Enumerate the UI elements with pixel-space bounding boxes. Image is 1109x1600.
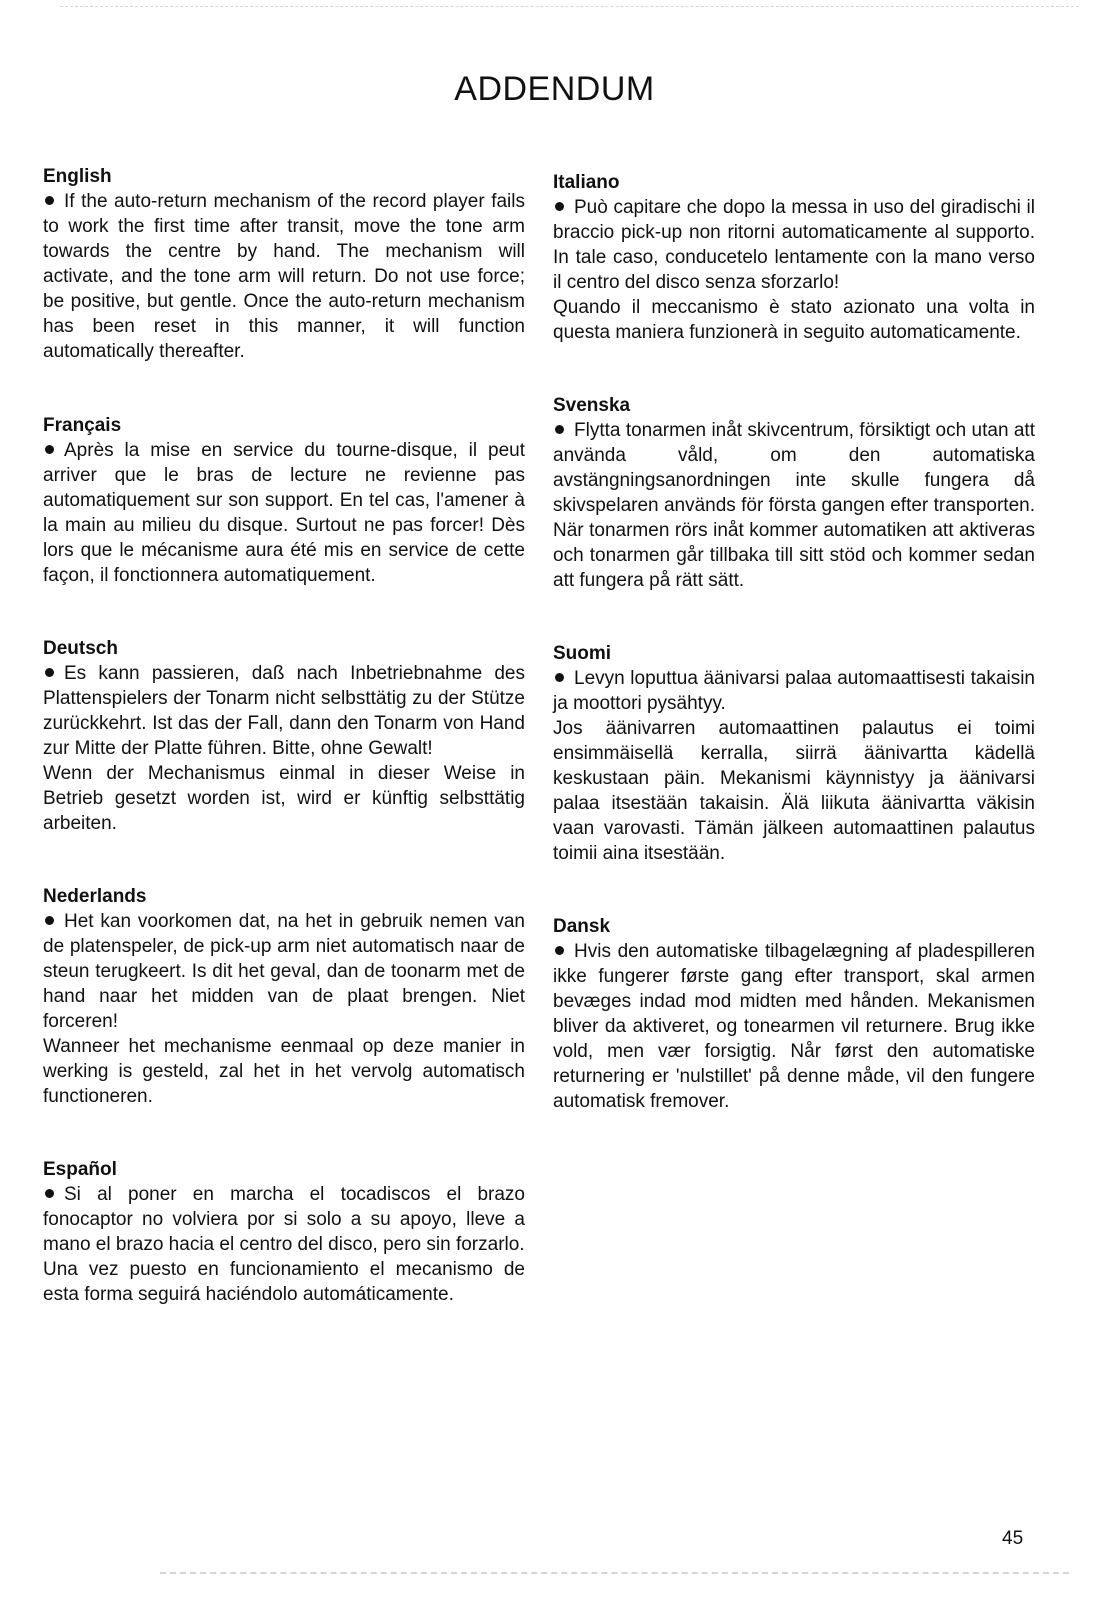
bullet-icon: [555, 202, 564, 211]
section-english: [43, 164, 525, 364]
paragraph-nederlands-2: Wanneer het mechanisme eenmaal op deze manier in werking is gesteld, zal het in het vervolg automatisch functioneren.: [43, 1036, 525, 1107]
paragraph-deutsch-1: Es kann passieren, daß nach Inbetriebnahme des Plattenspielers der Tonarm nicht selbsttätig zu der Stütze zurückkehrt. Ist das der Fall, dann den Tonarm von Hand zur Mitte der Platte führen. Bitte, ohne Gewalt!: [43, 663, 525, 759]
bullet-icon: [555, 673, 564, 682]
bullet-icon: [555, 425, 564, 434]
bullet-icon: [45, 196, 54, 205]
paragraph-italiano-1: Può capitare che dopo la messa in uso del giradischi il braccio pick-up non ritorni automaticamente al supporto. In tale caso, conducetelo lentamente con la mano verso il centro del disco senza sforzarlo!: [553, 197, 1035, 293]
section-svenska: [553, 393, 1035, 593]
paragraph-suomi-2: Jos äänivarren automaattinen palautus ei toimi ensimmäisellä kerralla, siirrä äänivartta kädellä keskustaan päin. Mekanismi käynnistyy ja äänivarsi palaa itsestään takaisin. Älä liikuta äänivartta väkisin vaan varovasti. Tämän jälkeen automaattinen palautus toimii aina itsestään.: [553, 718, 1035, 864]
section-heading-italiano: Italiano: [553, 172, 620, 193]
section-heading-english: English: [43, 166, 112, 187]
page-title: ADDENDUM: [454, 70, 655, 108]
paragraph-suomi-1: Levyn loputtua äänivarsi palaa automaattisesti takaisin ja moottori pysähtyy.: [553, 668, 1035, 714]
bullet-icon: [45, 668, 54, 677]
paragraph-svenska-1: Flytta tonarmen inåt skivcentrum, försiktigt och utan att använda våld, om den automatiska avstängningsanordningen inte skulle fungera då skivspelaren används för första gangen efter transporten. När tonarmen rörs inåt kommer automatiken att aktiveras och tonarmen går tillbaka till sitt stöd och kommer sedan att fungera på rätt sätt.: [553, 420, 1035, 591]
paragraph-espanol-1: Si al poner en marcha el tocadiscos el brazo fonocaptor no volviera por si solo a su apoyo, lleve a mano el brazo hacia el centro del disco, pero sin forzarlo.: [43, 1184, 525, 1255]
section-dansk: [553, 914, 1035, 1114]
paragraph-english-1: If the auto-return mechanism of the record player fails to work the first time after transit, move the tone arm towards the centre by hand. The mechanism will activate, and the tone arm will return. Do not use force; be positive, but gentle. Once the auto-return mechanism has been reset in this manner, it will function automatically thereafter.: [43, 191, 525, 362]
bullet-icon: [45, 916, 54, 925]
page-number: 45: [1002, 1528, 1024, 1549]
scan-artifact-bottom: [160, 1572, 1069, 1584]
right-column: [553, 170, 1035, 1114]
paragraph-italiano-2: Quando il meccanismo è stato azionato una volta in questa maniera funzionerà in seguito automaticamente.: [553, 297, 1035, 343]
paragraph-espanol-2: Una vez puesto en funcionamiento el mecanismo de esta forma seguirá haciéndolo automáticamente.: [43, 1259, 525, 1305]
section-heading-deutsch: Deutsch: [43, 638, 118, 659]
section-heading-francais: Français: [43, 415, 122, 436]
section-heading-suomi: Suomi: [553, 643, 612, 664]
paragraph-dansk-1: Hvis den automatiske tilbagelægning af pladespilleren ikke fungerer første gang efter transport, skal armen bevæges indad mod midten med hånden. Mekanismen bliver da aktiveret, og tonearmen vil returnere. Brug ikke vold, men vær forsigtig. Når først den automatiske returnering er 'nulstillet' på denne måde, vil den fungere automatisk fremover.: [553, 941, 1035, 1112]
paragraph-francais-1: Après la mise en service du tourne-disque, il peut arriver que le bras de lecture ne revienne pas automatiquement sur son support. En tel cas, l'amener à la main au milieu du disque. Surtout ne pas forcer! Dès lors que le mécanisme aura été mis en service de cette façon, il fonctionnera automatiquement.: [43, 440, 525, 586]
bullet-icon: [45, 1189, 54, 1198]
section-heading-espanol: Español: [43, 1159, 117, 1180]
section-suomi: [553, 641, 1035, 866]
section-nederlands: [43, 884, 525, 1109]
bullet-icon: [45, 445, 54, 454]
bullet-icon: [555, 946, 564, 955]
section-espanol: [43, 1157, 525, 1307]
left-column: [43, 164, 525, 1307]
paragraph-nederlands-1: Het kan voorkomen dat, na het in gebruik nemen van de platenspeler, de pick-up arm niet automatisch naar de steun terugkeert. Is dit het geval, dan de toonarm met de hand naar het midden van de plaat brengen. Niet forceren!: [43, 911, 525, 1032]
section-heading-nederlands: Nederlands: [43, 886, 147, 907]
section-italiano: [553, 170, 1035, 345]
section-heading-dansk: Dansk: [553, 916, 611, 937]
section-francais: [43, 413, 525, 588]
paragraph-deutsch-2: Wenn der Mechanismus einmal in dieser Weise in Betrieb gesetzt worden ist, wird er künftig selbsttätig arbeiten.: [43, 763, 525, 834]
section-deutsch: [43, 636, 525, 836]
section-heading-svenska: Svenska: [553, 395, 631, 416]
scan-artifact-top: [60, 6, 1079, 17]
